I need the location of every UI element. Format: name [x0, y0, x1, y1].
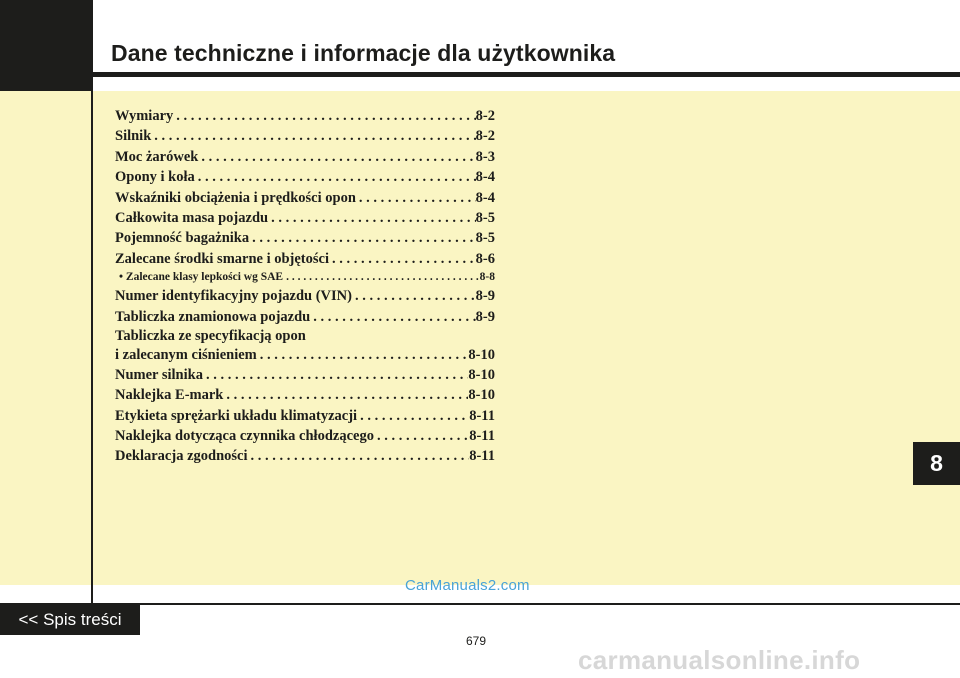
bottom-rule — [0, 603, 960, 605]
toc-item-wskazniki-opon[interactable]: Wskaźniki obciążenia i prędkości opon . . . 8-4 — [115, 188, 495, 208]
watermark-carmanuals2: CarManuals2.com — [405, 577, 530, 594]
toc-item-czynnik-chlodzacy[interactable]: Naklejka dotycząca czynnika chłodzącego . . . 8-11 — [115, 426, 495, 446]
corner-block — [0, 0, 91, 91]
left-margin-rule — [91, 0, 93, 605]
toc-item-tabliczka-opon[interactable]: Tabliczka ze specyfikacją opon i zalecanym ciśnieniem . . . 8-10 — [115, 327, 495, 365]
page-number: 679 — [466, 634, 487, 648]
toc-item-tabliczka-znamionowa[interactable]: Tabliczka znamionowa pojazdu . . . 8-9 — [115, 307, 495, 327]
toc-item-opony-i-kola[interactable]: Opony i koła . . . 8-4 — [115, 167, 495, 187]
toc-item-srodki-smarne[interactable]: Zalecane środki smarne i objętości . . . 8-6 — [115, 249, 495, 269]
toc-item-wymiary[interactable]: Wymiary . . . 8-2 — [115, 106, 495, 126]
page-title: Dane techniczne i informacje dla użytkownika — [111, 40, 616, 66]
toc-item-moc-zarowek[interactable]: Moc żarówek . . . 8-3 — [115, 147, 495, 167]
title-rule — [91, 72, 960, 77]
toc-item-numer-silnika[interactable]: Numer silnika . . . 8-10 — [115, 365, 495, 385]
footer-watermark: carmanualsonline.info — [578, 645, 861, 675]
chapter-tab[interactable]: 8 — [913, 442, 960, 485]
toc-item-calkowita-masa[interactable]: Całkowita masa pojazdu . . . 8-5 — [115, 208, 495, 228]
toc-subitem-klasy-lepkosci[interactable]: • Zalecane klasy lepkości wg SAE . . . 8-8 — [115, 269, 495, 286]
table-of-contents — [115, 106, 495, 467]
toc-item-pojemnosc-bagaznika[interactable]: Pojemność bagażnika . . . 8-5 — [115, 228, 495, 248]
toc-item-etykieta-sprezarki[interactable]: Etykieta sprężarki układu klimatyzacji . . . 8-11 — [115, 406, 495, 426]
toc-item-vin[interactable]: Numer identyfikacyjny pojazdu (VIN) . . . 8-9 — [115, 286, 495, 306]
table-of-contents-button[interactable]: << Spis treści — [0, 604, 140, 635]
toc-item-naklejka-e-mark[interactable]: Naklejka E-mark . . . 8-10 — [115, 385, 495, 405]
toc-item-deklaracja-zgodnosci[interactable]: Deklaracja zgodności . . . 8-11 — [115, 446, 495, 466]
toc-item-silnik[interactable]: Silnik . . . 8-2 — [115, 126, 495, 146]
